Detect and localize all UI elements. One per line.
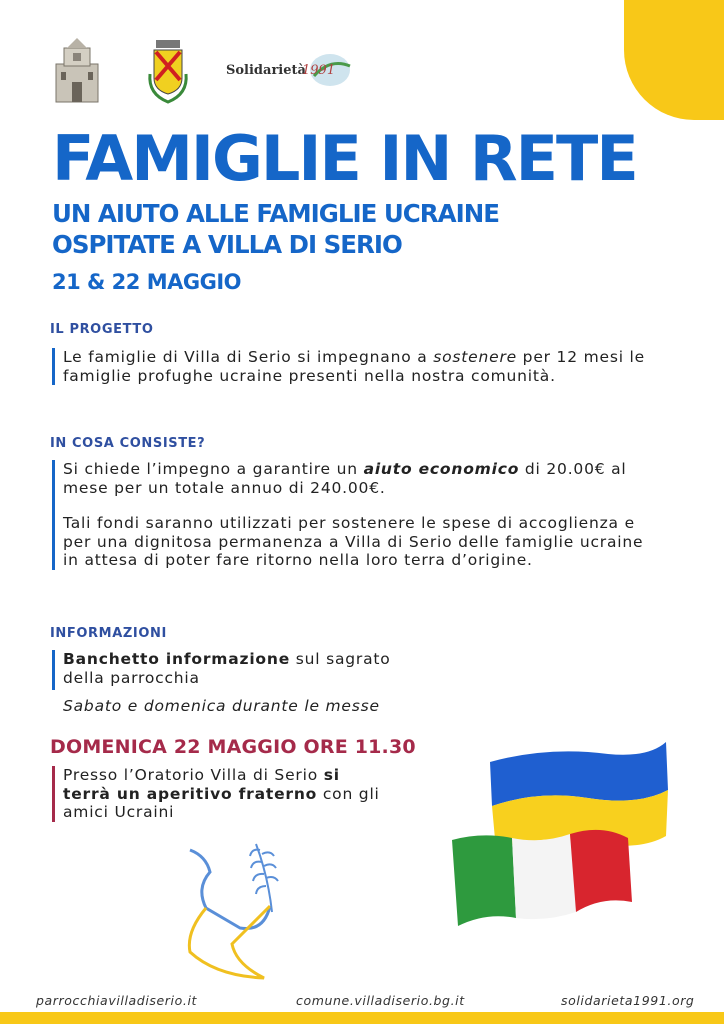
sunday-event-heading: DOMENICA 22 MAGGIO ORE 11.30 <box>50 736 416 758</box>
svg-text:1991: 1991 <box>302 63 336 78</box>
coat-of-arms-logo <box>146 38 190 106</box>
corner-decoration <box>624 0 724 120</box>
progetto-text-block: Le famiglie di Villa di Serio si impegnano a sostenere per 12 mesi le famiglie profughe ucraine presenti nella nostra comunità. <box>52 348 653 385</box>
subtitle-line-2: OSPITATE A VILLA DI SERIO <box>52 230 402 259</box>
event-date: 21 & 22 MAGGIO <box>52 270 241 294</box>
church-logo <box>52 38 102 104</box>
solidarieta-logo <box>226 50 354 90</box>
section-heading-consiste: IN COSA CONSISTE? <box>50 436 206 451</box>
informazioni-text-block: Banchetto informazione sul sagrato della parrocchia <box>52 650 423 690</box>
footer-link-solidarieta[interactable]: solidarieta1991.org <box>561 993 695 1008</box>
footer-bar <box>0 1012 724 1024</box>
informazioni-schedule: Sabato e domenica durante le messe <box>63 697 380 715</box>
svg-text:Solidarietà: Solidarietà <box>226 63 306 78</box>
italy-flag <box>452 826 634 930</box>
section-heading-informazioni: INFORMAZIONI <box>50 626 167 641</box>
footer-link-parrocchia[interactable]: parrocchiavilladiserio.it <box>36 993 198 1008</box>
dove-icon <box>176 836 296 986</box>
section-heading-progetto: IL PROGETTO <box>50 322 154 337</box>
consiste-text-block: Si chiede l’impegno a garantire un aiuto economico di 20.00€ al mese per un totale annuo di 240.00€. Tali fondi saranno utilizzati per sostenere le spese di accoglienza e per una dignitosa permanenza a Villa di Serio delle famiglie ucraine in attesa di poter fare ritorno nella loro terra d’origine. <box>52 460 653 570</box>
sunday-event-text-block: Presso l’Oratorio Villa di Serio si terrà un aperitivo fraterno con gli amici Ucraini <box>52 766 383 822</box>
subtitle-line-1: UN AIUTO ALLE FAMIGLIE UCRAINE <box>52 199 499 228</box>
footer-link-comune[interactable]: comune.villadiserio.bg.it <box>296 993 465 1008</box>
page-title: FAMIGLIE IN RETE <box>52 122 637 195</box>
